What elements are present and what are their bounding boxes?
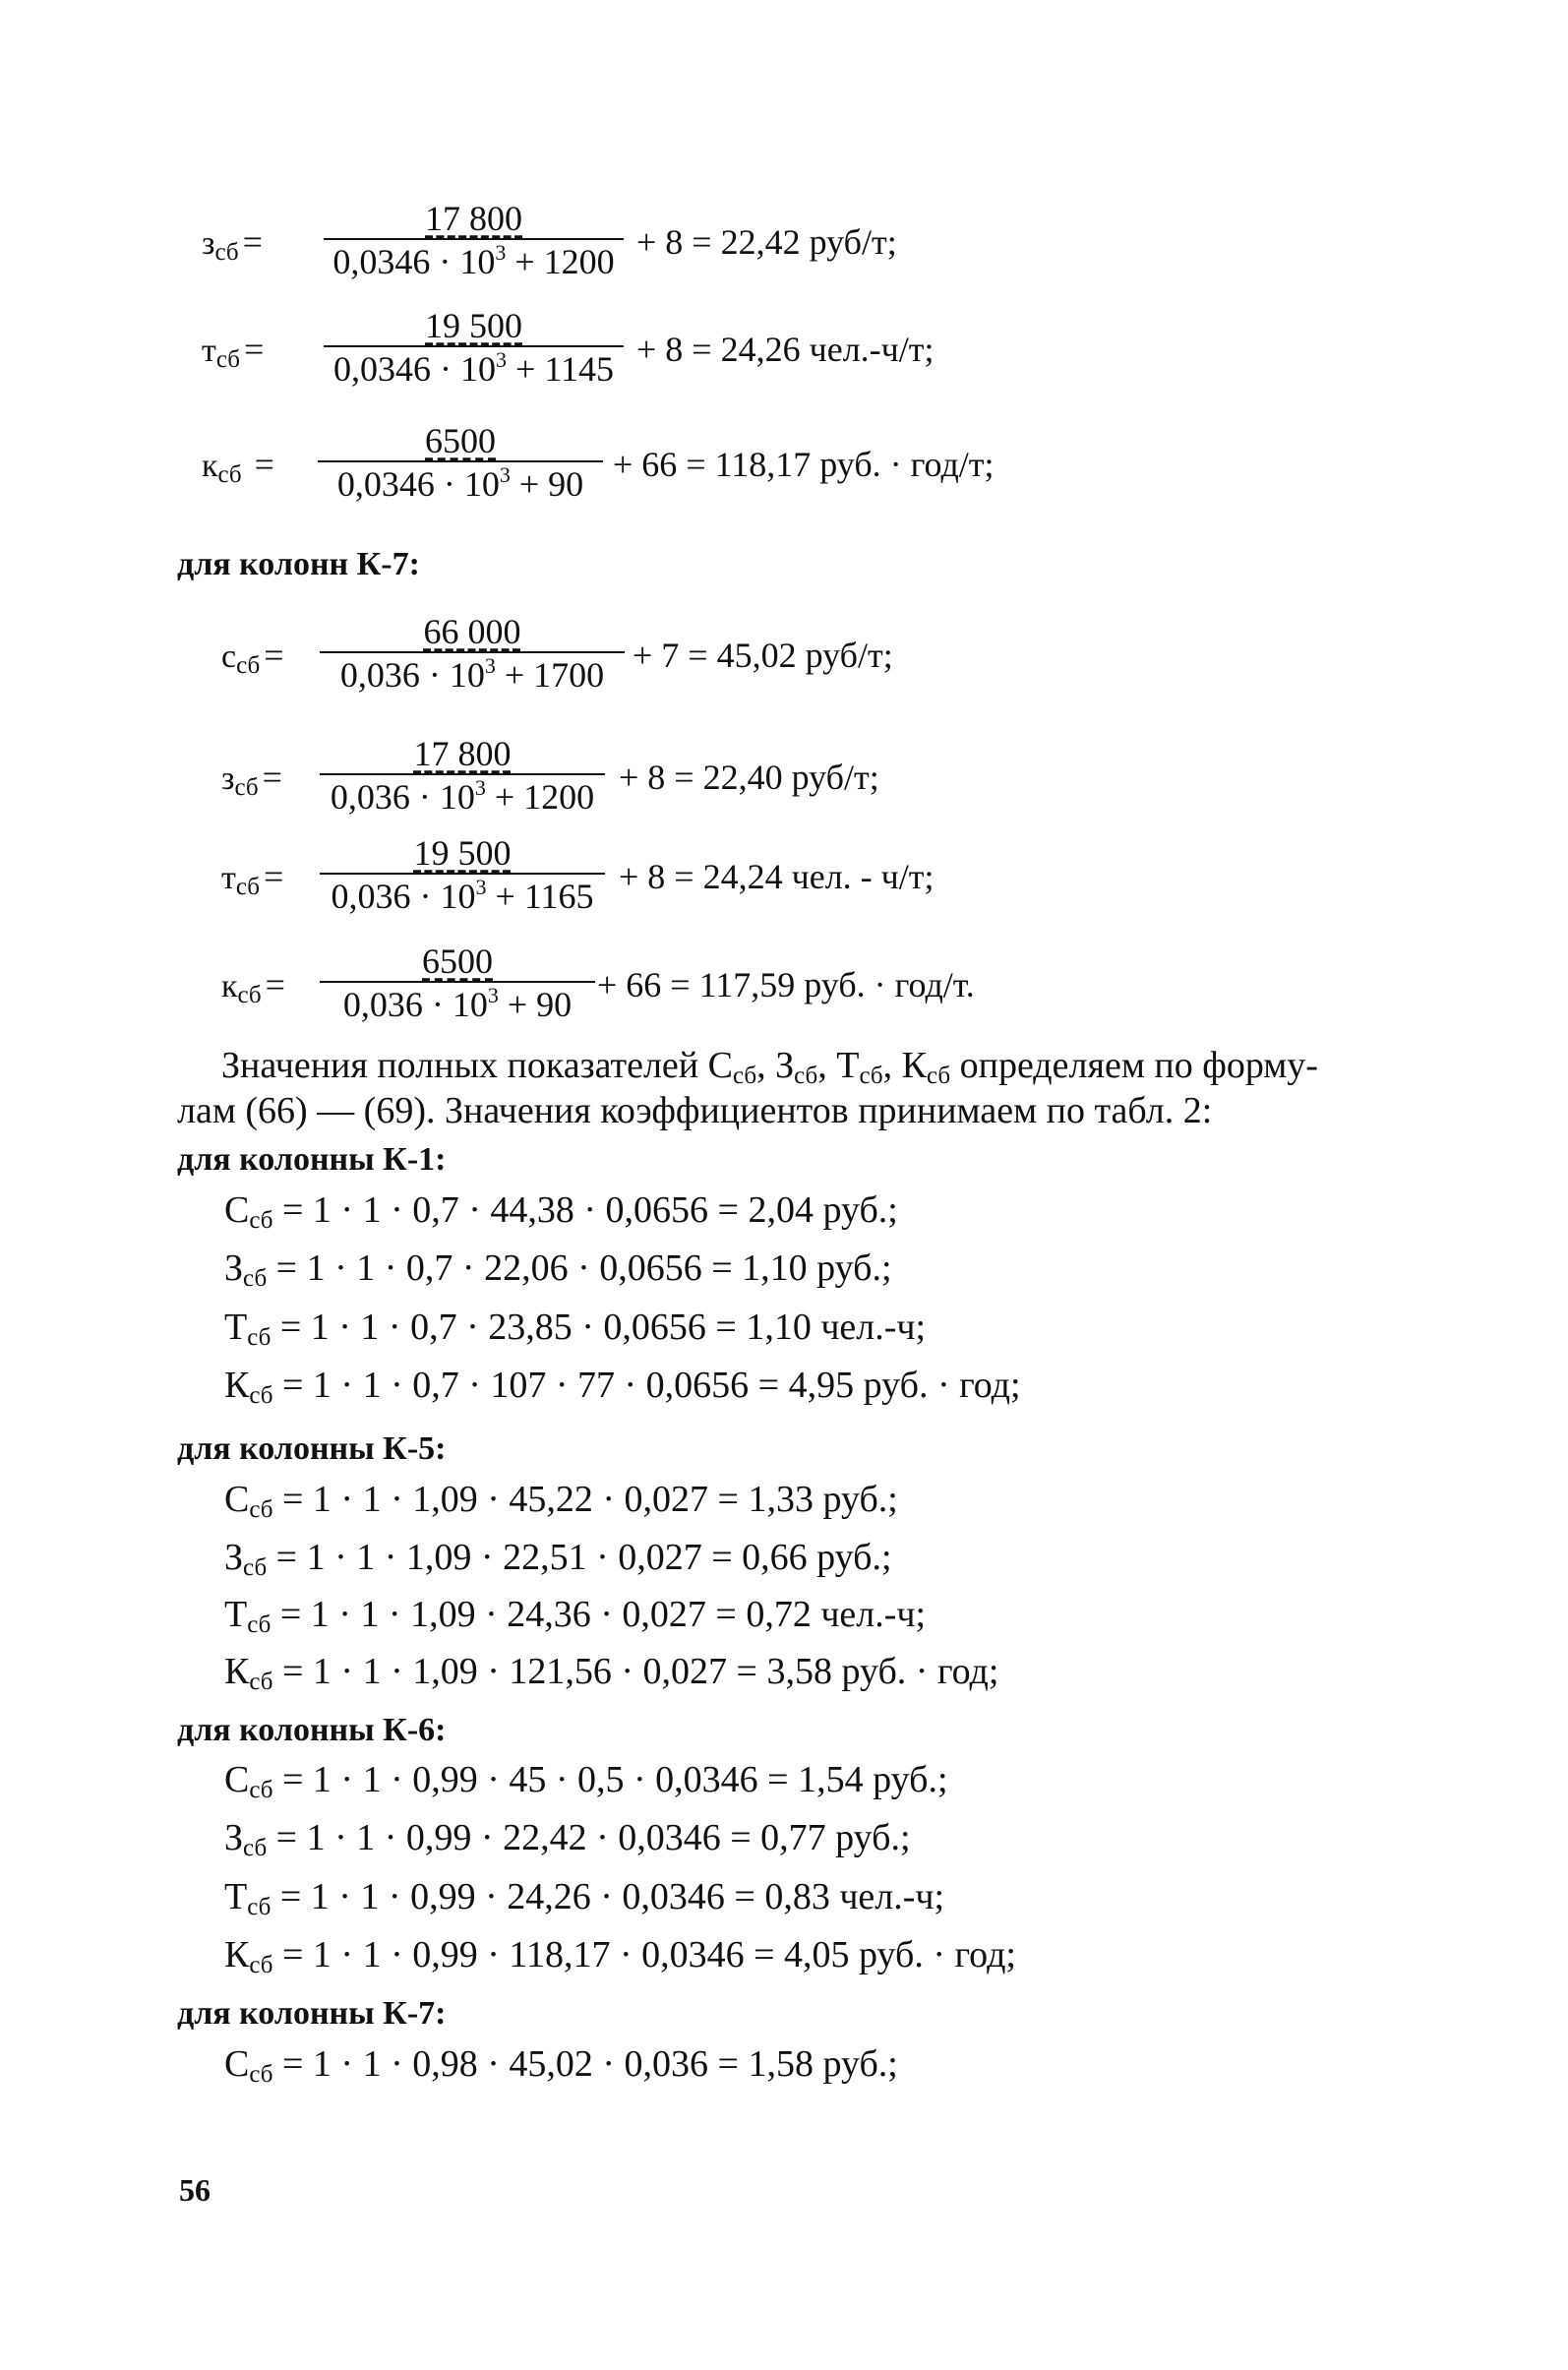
subscript: сб: [217, 461, 242, 488]
denominator: $0,0346 \cdot 10^3 + 90$: [336, 462, 584, 504]
subscript: сб: [214, 239, 239, 266]
subscript: сб: [215, 346, 240, 373]
equation-line: $С_{сб} = 1 \cdot 1 \cdot 0,7 \cdot 44,38 \cdot 0,0656 = 2,04$ руб.;: [224, 1189, 898, 1234]
equation-lhs: $к_{сб}$ =: [221, 965, 285, 1008]
heading-columns-k7: для колонн К-7:: [177, 546, 420, 582]
subscript: сб: [235, 874, 260, 900]
denominator: $0,036 \cdot 10^3 + 1200$: [330, 775, 595, 817]
equation-result: + 66 = 117,59 руб. · год/т.: [597, 965, 975, 1004]
equation-result: + 8 = 24,24 чел. - ч/т;: [619, 857, 935, 896]
equation-lhs: $т_{сб}$ =: [202, 330, 265, 373]
equation-line: $К_{сб} = 1 \cdot 1 \cdot 0,7 \cdot 107 \cdot 77 \cdot 0,0656 = 4,95$ руб. · год;: [224, 1365, 1021, 1409]
numerator: 17 800: [413, 734, 512, 773]
heading-column-k5: для колонны К-5:: [177, 1430, 447, 1467]
fraction: [324, 201, 624, 279]
equation-line: $С_{сб} = 1 \cdot 1 \cdot 0,99 \cdot 45 \cdot 0,5 \cdot 0,0346 = 1,54$ руб.;: [224, 1759, 948, 1803]
equation-line: $Т_{сб} = 1 \cdot 1 \cdot 0,99 \cdot 24,26 \cdot 0,0346 = 0,83$ чел.-ч;: [224, 1876, 945, 1920]
equation-line: $Т_{сб} = 1 \cdot 1 \cdot 1,09 \cdot 24,36 \cdot 0,027 = 0,72$ чел.-ч;: [224, 1594, 927, 1638]
numerator: 17 800: [425, 199, 522, 238]
equation-line: $К_{сб} = 1 \cdot 1 \cdot 1,09 \cdot 121,56 \cdot 0,027 = 3,58$ руб. · год;: [224, 1651, 999, 1695]
equation-line: $З_{сб} = 1 \cdot 1 \cdot 0,99 \cdot 22,42 \cdot 0,0346 = 0,77$ руб.;: [224, 1817, 911, 1861]
denominator: $0,0346 \cdot 10^3 + 1200$: [332, 240, 615, 281]
symbol: с: [221, 638, 237, 675]
equation-result: + 8 = 24,26 чел.-ч/т;: [636, 330, 935, 369]
denominator: $0,036 \cdot 10^3 + 90$: [342, 983, 573, 1024]
denominator: $0,036 \cdot 10^3 + 1165$: [331, 875, 594, 916]
numerator: 66 000: [423, 612, 521, 651]
denominator: $0,0346 \cdot 10^3 + 1145$: [333, 347, 614, 389]
numerator: 19 500: [413, 833, 512, 873]
equation-lhs: $з_{сб}$ =: [202, 222, 263, 266]
symbol: з: [202, 225, 215, 262]
symbol: т: [221, 860, 236, 896]
equation-line: $С_{сб} = 1 \cdot 1 \cdot 0,98 \cdot 45,02 \cdot 0,036 = 1,58$ руб.;: [224, 2043, 898, 2088]
equation-result: + 8 = 22,40 руб/т;: [619, 758, 879, 797]
numerator: 19 500: [425, 306, 522, 345]
symbol: к: [202, 448, 218, 484]
heading-column-k1: для колонны К-1:: [177, 1141, 447, 1178]
numerator: 6500: [425, 421, 496, 460]
fraction: [318, 423, 603, 502]
equation-result: + 7 = 45,02 руб/т;: [633, 636, 893, 675]
heading-column-k6: для колонны К-6:: [177, 1712, 447, 1748]
fraction: [320, 943, 595, 1022]
subscript: сб: [237, 982, 262, 1008]
numerator: 6500: [422, 942, 493, 981]
denominator: $0,036 \cdot 10^3 + 1700$: [339, 653, 605, 695]
subscript: сб: [234, 774, 259, 801]
symbol: к: [221, 968, 238, 1004]
fraction: [324, 308, 624, 387]
paragraph-line-2: лам (66) — (69). Значения коэффициентов принимаем по табл. 2:: [177, 1090, 1213, 1131]
page-number: 56: [179, 2172, 211, 2208]
heading-column-k7: для колонны К-7:: [177, 1995, 447, 2032]
equation-line: $Т_{сб} = 1 \cdot 1 \cdot 0,7 \cdot 23,85 \cdot 0,0656 = 1,10$ чел.-ч;: [224, 1307, 927, 1351]
symbol: т: [202, 333, 216, 369]
equation-result: + 8 = 22,42 руб/т;: [636, 222, 897, 262]
subscript: сб: [236, 652, 261, 679]
equation-line: $З_{сб} = 1 \cdot 1 \cdot 1,09 \cdot 22,51 \cdot 0,027 = 0,66$ руб.;: [224, 1537, 892, 1581]
equation-line: $К_{сб} = 1 \cdot 1 \cdot 0,99 \cdot 118,17 \cdot 0,0346 = 4,05$ руб. · год;: [224, 1934, 1016, 1978]
equation-line: $З_{сб} = 1 \cdot 1 \cdot 0,7 \cdot 22,06 \cdot 0,0656 = 1,10$ руб.;: [224, 1247, 892, 1292]
fraction: [320, 614, 625, 693]
equation-lhs: $т_{сб}$ =: [221, 857, 284, 900]
equation-lhs: $с_{сб}$ =: [221, 636, 284, 679]
paragraph-text: [177, 1043, 1318, 1133]
equation-lhs: $з_{сб}$ =: [221, 758, 282, 801]
paragraph-line-1: Значения полных показателей $С_{сб}$, $З_{сб}$, $Т_{сб}$, $К_{сб}$ определяем по форму-: [221, 1045, 1318, 1089]
fraction: [320, 835, 605, 914]
equation-result: + 66 = 118,17 руб. · год/т;: [613, 445, 995, 484]
symbol: з: [221, 760, 235, 797]
fraction: [320, 736, 605, 815]
equation-lhs: $к_{сб}$ =: [202, 445, 274, 488]
equation-line: $С_{сб} = 1 \cdot 1 \cdot 1,09 \cdot 45,22 \cdot 0,027 = 1,33$ руб.;: [224, 1479, 898, 1523]
